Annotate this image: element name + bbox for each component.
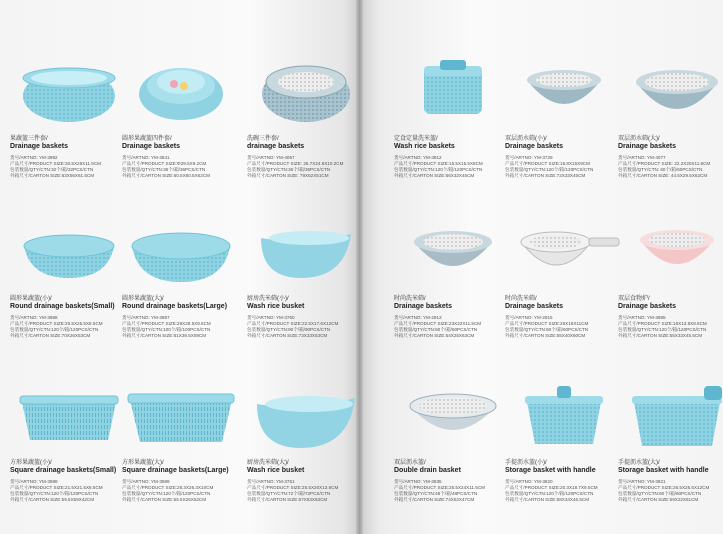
product-name-en: Round drainage baskets(Large) [122, 303, 228, 310]
product-size: 产品尺寸/PRODUCT SIZE: 25.7X24.6X10.2CM [247, 161, 344, 166]
product-specs [505, 315, 623, 339]
round-basket-small-icon [10, 216, 128, 288]
product-name-en: Wash rice busket [247, 467, 305, 474]
product-info [394, 460, 512, 503]
grey-strainer-icon [394, 216, 512, 288]
product-size: 产品尺寸/PRODUCT SIZE:22.5X17.6X12CM [247, 321, 339, 326]
product-name-en: Drainage baskets [122, 143, 180, 150]
product-info [505, 136, 623, 179]
nested-bowls-icon [122, 56, 240, 128]
pink-double-bowl-icon [618, 216, 723, 288]
carton-quantity: 包装数量/QTY/CTN:120个/箱/120PCS/CTN [10, 491, 99, 496]
product-specs [394, 315, 512, 339]
square-basket-large-icon [122, 382, 240, 454]
art-number: 货号/ARTNO: YM-3935 [394, 479, 442, 484]
product-info [505, 296, 623, 339]
carton-quantity: 包装数量/QTY/CTN:60个/箱/60PCS/CTN [505, 327, 589, 332]
product-name-zh: 洗碗三件套/ [247, 136, 279, 142]
carton-size: 外箱尺寸/CARTON SIZE:72X33X45CM [505, 173, 586, 178]
product-name-zh: 双层沥水篮/ [394, 460, 426, 466]
carton-size: 外箱尺寸/CARTON SIZE:54X25X63CM [394, 333, 475, 338]
carton-size: 外箱尺寸/CARTON SIZE:65.5X26X52CM [122, 497, 207, 502]
art-number: 货号/ARTNO: YM-3986 [10, 315, 58, 320]
product-name-en: Square drainage baskets(Large) [122, 467, 229, 474]
carton-size: 外箱尺寸/CARTON SIZE:60.5X60.5X62CM [122, 173, 210, 178]
product-size: 产品尺寸/PRODUCT SIZE:29X28.5X9.5CM [122, 321, 211, 326]
handled-strainer-icon [505, 216, 623, 288]
product-name-en: Round drainage baskets(Small) [10, 303, 115, 310]
product-name-en: Drainage baskets [10, 143, 68, 150]
carton-size: 外箱尺寸/CARTON SIZE:74X52X47CM [394, 497, 475, 502]
art-number: 货号/ARTNO: YM-3989 [122, 479, 170, 484]
art-number: 货号/ARTNO: YM-2915 [505, 315, 553, 320]
product-name-en: Wash rice busket [247, 303, 305, 310]
product-size: 产品尺寸/PRODUCT SIZE:26.5X25.5X8.5CM [10, 321, 103, 326]
product-specs [394, 155, 512, 179]
product-name-zh: 双层沥水筛(小)/ [505, 136, 547, 142]
carton-quantity: 包装数量/QTY/CTN:120个/箱/120PCS/CTN [505, 167, 594, 172]
carton-quantity: 包装数量/QTY/CTN: 60个/箱/60PCS/CTN [618, 167, 703, 172]
double-bowl-large-icon [618, 56, 723, 128]
carton-quantity: 包装数量/QTY/CTN:36个/箱/36PCS/CTN [122, 167, 206, 172]
art-number: 货号/ARTNO: YM-3987 [122, 315, 170, 320]
art-number: 货号/ARTNO: YM-3992 [10, 155, 58, 160]
product-specs [618, 479, 723, 503]
product-name-en: Drainage baskets [394, 303, 452, 310]
carton-size: 外箱尺寸/CARTON SIZE:70X26X53CM [10, 333, 91, 338]
product-specs [122, 155, 240, 179]
product-specs [505, 155, 623, 179]
product-size: 产品尺寸/PRODUCT SIZE:15.5X15.5X8CM [394, 161, 483, 166]
product-specs [618, 155, 723, 179]
product-info [394, 296, 512, 339]
art-number: 货号/ARTNO: YM-3820 [505, 479, 553, 484]
ribbed-basket-icon [247, 56, 365, 128]
product-name-zh: 厨房洗米筛(大)/ [247, 460, 289, 466]
product-size: 产品尺寸/PRODUCT SIZE:23X22X11.5CM [394, 321, 482, 326]
product-specs [505, 479, 623, 503]
product-name-zh: 时尚洗米筛/ [505, 296, 537, 302]
product-name-zh: 圆形果蔬篮四件套/ [122, 136, 172, 142]
product-specs [247, 479, 365, 503]
carton-quantity: 包装数量/QTY/CTN:100个/箱/100PCS/CTN [122, 327, 211, 332]
product-specs [394, 479, 512, 503]
product-size: 产品尺寸/PRODUCT SIZE:25.5X20X13.6CM [247, 485, 339, 490]
art-number: 货号/ARTNO: YM-3729 [505, 155, 553, 160]
carton-size: 外箱尺寸/CARTON SIZE:63X56X61.5CM [10, 173, 95, 178]
carton-size: 外箱尺寸/CARTON SIZE:61X39.5X59CM [122, 333, 207, 338]
product-size: 产品尺寸/PRODUCT SIZE:28.3X26.3X10CM [122, 485, 214, 490]
carton-size: 外箱尺寸/CARTON SIZE: 79X52X51CM [247, 173, 329, 178]
product-size: 产品尺寸/PRODUCT SIZE:16.8X15X9CM [505, 161, 590, 166]
square-rice-basket-icon [394, 56, 512, 128]
product-name-en: Drainage baskets [505, 143, 563, 150]
product-size: 产品尺寸/PRODUCT SIZE:30.5X28X11.5CM [10, 161, 101, 166]
carton-size: 外箱尺寸/CARTON SIZE:68X34X46.5CM [505, 497, 590, 502]
carton-size: 外箱尺寸/CARTON SIZE:55X40X60CM [505, 333, 586, 338]
product-info [505, 460, 623, 503]
product-info [10, 460, 128, 503]
art-number: 货号/ARTNO: YM-3821 [618, 479, 666, 484]
carton-quantity: 包装数量/QTY/CTN:48个/箱/48PCS/CTN [394, 491, 478, 496]
product-name-zh: 时尚洗米筛/ [394, 296, 426, 302]
product-name-zh: 手提沥水篮(大)/ [618, 460, 660, 466]
round-basket-large-icon [122, 216, 240, 288]
product-name-zh: 圆形果蔬篮(大)/ [122, 296, 164, 302]
carton-quantity: 包装数量/QTY/CTN:90个/箱/90PCS/CTN [247, 327, 331, 332]
carton-size: 外箱尺寸/CARTON SIZE:73X33X53CM [247, 333, 328, 338]
product-size: 产品尺寸/PRODUCT SIZE: 22.2X20X11.8CM [618, 161, 711, 166]
product-name-zh: 方形果蔬篮(大)/ [122, 460, 164, 466]
product-info [247, 296, 365, 339]
product-specs [10, 479, 128, 503]
product-info [618, 136, 723, 179]
product-name-zh: 果蔬篮三件套/ [10, 136, 48, 142]
carton-size: 外箱尺寸/CARTON SIZE:59.5X59X42CM [10, 497, 95, 502]
product-name-en: Square drainage baskets(Small) [10, 467, 117, 474]
rice-scoop-large-icon [247, 382, 365, 454]
carton-size: 外箱尺寸/CARTON SIZE:55X33X45.5CM [618, 333, 703, 338]
square-basket-small-icon [10, 382, 128, 454]
product-info [10, 136, 128, 179]
round-basket-icon [10, 56, 128, 128]
product-name-en: Storage basket with handle [618, 467, 709, 474]
product-info [618, 296, 723, 339]
art-number: 货号/ARTNO: YM-3841 [122, 155, 170, 160]
art-number: 货号/ARTNO: YM-3761 [247, 479, 295, 484]
product-size: 产品尺寸/PRODUCT SIZE:Φ29.5X9.2CM [122, 161, 207, 166]
carton-quantity: 包装数量/QTY/CTN:36个/箱/36PCS/CTN [247, 167, 331, 172]
carton-quantity: 包装数量/QTY/CTN:120个/箱/120PCS/CTN [122, 491, 211, 496]
double-bowl-small-icon [505, 56, 623, 128]
product-size: 产品尺寸/PRODUCT SIZE:20.3X18.7X9.5CM [505, 485, 598, 490]
product-name-en: Drainage baskets [618, 303, 676, 310]
product-size: 产品尺寸/PRODUCT SIZE:26.5X25.5X12CM [618, 485, 710, 490]
carton-quantity: 包装数量/QTY/CTN:60个/箱/60PCS/CTN [394, 327, 478, 332]
product-name-zh: 双层沥水筛(大)/ [618, 136, 660, 142]
carton-size: 外箱尺寸/CARTON SIZE: 44.5X29.5X62CM [618, 173, 708, 178]
product-name-en: Drainage baskets [618, 143, 676, 150]
art-number: 货号/ARTNO: YM-4077 [618, 155, 666, 160]
product-info [122, 296, 240, 339]
product-name-zh: 定食定量洗米篮/ [394, 136, 438, 142]
product-info [122, 460, 240, 503]
product-info [618, 460, 723, 503]
product-specs [122, 315, 240, 339]
product-specs [247, 315, 365, 339]
carton-quantity: 包装数量/QTY/CTN:120个/箱/120PCS/CTN [618, 327, 707, 332]
art-number: 货号/ARTNO: YM-2913 [394, 315, 442, 320]
product-size: 产品尺寸/PRODUCT SIZE:16X13.8X8.5CM [618, 321, 707, 326]
rice-scoop-small-icon [247, 216, 365, 288]
double-drain-basket-icon [394, 382, 512, 454]
handle-basket-large-icon [618, 382, 723, 454]
product-info [394, 136, 512, 179]
carton-quantity: 包装数量/QTY/CTN:120个/箱/120PCS/CTN [10, 327, 99, 332]
product-size: 产品尺寸/PRODUCT SIZE:21.5X21.5X8.5CM [10, 485, 103, 490]
product-name-en: drainage baskets [247, 143, 305, 150]
carton-size: 外箱尺寸/CARTON SIZE:69X22X61CM [618, 497, 699, 502]
product-size: 产品尺寸/PRODUCT SIZE:25.5X24X11.5CM [394, 485, 485, 490]
product-name-en: Double drain basket [394, 467, 461, 474]
product-specs [618, 315, 723, 339]
product-info [247, 460, 365, 503]
carton-quantity: 包装数量/QTY/CTN:72个/箱/72PCS/CTN [247, 491, 331, 496]
product-info [10, 296, 128, 339]
art-number: 货号/ARTNO: YM-3988 [10, 479, 58, 484]
art-number: 货号/ARTNO: YM-3985 [618, 315, 666, 320]
carton-quantity: 包装数量/QTY/CTN:120个/箱/120PCS/CTN [505, 491, 594, 496]
carton-quantity: 包装数量/QTY/CTN:120个/箱/120PCS/CTN [394, 167, 483, 172]
product-name-en: Drainage baskets [505, 303, 563, 310]
product-size: 产品尺寸/PRODUCT SIZE:26X16X11CM [505, 321, 589, 326]
product-info [247, 136, 365, 179]
product-name-zh: 方形果蔬篮(小)/ [10, 460, 52, 466]
product-specs [10, 155, 128, 179]
product-name-zh: 手提沥水篮(小)/ [505, 460, 547, 466]
product-info [122, 136, 240, 179]
carton-size: 外箱尺寸/CARTON SIZE:66X32X45CM [394, 173, 475, 178]
handle-basket-small-icon [505, 382, 623, 454]
product-name-zh: 圆形果蔬篮(小)/ [10, 296, 52, 302]
product-name-en: Storage basket with handle [505, 467, 596, 474]
art-number: 货号/ARTNO: YM-3760 [247, 315, 295, 320]
product-specs [10, 315, 128, 339]
carton-size: 外箱尺寸/CARTON SIZE:67X53X63CM [247, 497, 328, 502]
product-name-zh: 双层食物炉/ [618, 296, 650, 302]
carton-quantity: 包装数量/QTY/CTN:60个/箱/60PCS/CTN [618, 491, 702, 496]
product-name-zh: 厨房洗米筛(小)/ [247, 296, 289, 302]
product-specs [247, 155, 365, 179]
product-specs [122, 479, 240, 503]
art-number: 货号/ARTNO: YM-3812 [394, 155, 442, 160]
art-number: 货号/ARTNO: YM-4057 [247, 155, 295, 160]
product-name-en: Wash rice baskets [394, 143, 455, 150]
carton-quantity: 包装数量/QTY/CTN:32个/箱/32PCS/CTN [10, 167, 94, 172]
